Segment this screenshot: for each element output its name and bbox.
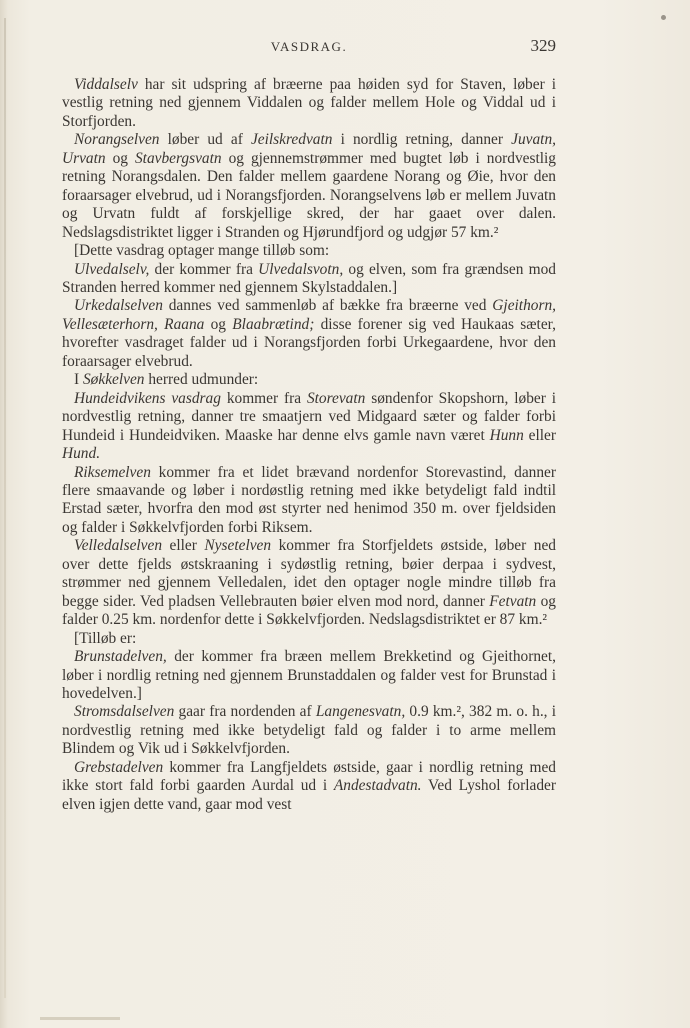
italic-term: Hunn [489,426,524,444]
italic-term: Søkkelven [82,371,145,389]
text-run: har sit udspring af bræerne paa høiden syd for Staven, løber i vestlig retning ned gjennem Viddalen og falder mellem Hole og Viddal ud i Storfjorden. [62,76,556,130]
text-run: [Dette vasdrag optager mange tilløb som: [74,242,330,260]
italic-term: Brunstadelven, [74,648,167,666]
text-run: I [74,371,83,389]
text-run: og [105,149,135,167]
italic-term: Fetvatn [489,592,537,610]
running-title: VASDRAG. [270,39,348,54]
italic-term: Juvatn, Urvatn [62,131,556,167]
paragraph [62,242,556,260]
paragraph [62,464,556,538]
page-header [62,36,556,58]
body-text [62,76,556,814]
italic-term: Nysetelven [204,537,272,555]
italic-term: Stavbergsvatn [134,149,222,167]
text-run: disse forener sig ved Haukaas sæter, hvorefter vasdraget falder ud i Norangsfjorden forbi Urkegaardene, hvor den foraarsager elvebrud. [62,315,557,370]
speck [661,15,666,20]
text-run: i nordlig retning, danner [332,131,512,149]
italic-term: Andestadvatn. [333,777,422,795]
italic-term: Ulvedalsvotn, [258,260,344,278]
paragraph [62,648,556,703]
text-run: og gjennemstrømmer med bugtet løb i nordvestlig retning Norangsdalen. Den falder mellem gaardene Norang og Øie, hvor den foraarsager elvebrud, ud i Norangsfjorden. Norangselvens løb er mellem Juvatn og Urvatn fuldt af forskjellige skred, der har gaaet over dalen. Nedslagsdistriktet ligger i Stranden og Hjørundfjord og udgjør 57 km.² [62,149,556,241]
page-number: 329 [530,36,556,55]
page-smudge [40,1017,120,1020]
text-run: der kommer fra [149,260,259,278]
paragraph [62,390,556,464]
text-run: kommer fra Storfjeldets østside, løber ned over dette fjelds østskraaning i sydøstlig retning, bøier derpaa i sydvest, strømmer ned gjennem Velledalen, idet den optager nogle mindre tilløb fra begge sider. Ved pladsen Vellebrauten bøier elven mod nord, danner [62,537,556,610]
italic-term: Norangselven [74,131,160,149]
text-run: eller [523,426,557,444]
text-run: løber ud af [159,131,251,149]
text-run: eller [162,537,205,555]
italic-term: Hundeidvikens vasdrag [74,389,221,407]
text-run: kommer fra [220,389,307,407]
paragraph [62,703,556,758]
italic-term: Gjeithorn, Vellesæterhorn, Raana [62,297,556,333]
text-run: søndenfor Skopshorn, løber i nordvestlig retning, danner tre smaatjern ved Midgaard sæter og falder forbi Hundeid i Hundeidviken. Maaske har denne elvs gamle navn været [62,389,556,444]
paragraph [62,371,556,389]
text-run: kommer fra Langfjeldets østside, gaar i nordlig retning med ikke stort fald forbi gaarden Aurdal ud i [62,758,556,795]
text-run: herred udmunder: [144,371,259,389]
italic-term: Grebstadelven [74,758,164,776]
italic-term: Velledalselven [74,537,163,555]
italic-term: Jeilskredvatn [250,131,333,149]
paragraph [62,537,556,629]
text-run: 0.9 km.², 382 m. o. h., i nordvestlig retning med ikke betydeligt fald og falder i to arme mellem Blindem og Vik ud i Søkkelvfjorden. [62,703,557,758]
text-run: og falder 0.25 km. nordenfor dette i Søkkelvfjorden. Nedslagsdistriktet er 87 km.² [62,592,556,629]
text-run: dannes ved sammenløb af bække fra bræerne ved [162,297,493,315]
text-run: og [204,315,233,333]
paragraph [62,759,556,814]
text-run: Ved Lyshol forlader elven igjen dette vand, gaar mod vest [62,777,556,813]
italic-term: Storevatn [306,389,366,407]
paragraph [62,261,556,298]
text-run: kommer fra et lidet brævand nordenfor Storevastind, danner flere smaavande og løber i nordøstlig retning med ikke betydeligt fald indtil Erstad sæter, hvorfra den mod øst styrter ned henimod 350 m. over fjeldsiden og falder i Søkkelvfjorden forbi Riksem. [62,463,556,536]
paragraph [62,297,556,371]
italic-term: Hund. [62,445,101,463]
text-run: og elven, som fra grændsen mod Stranden herred kommer ned gjennem Skylstaddalen.] [62,260,556,296]
italic-term: Riksemelven [74,463,151,481]
paragraph [62,630,556,648]
italic-term: Viddalselv [74,76,138,93]
italic-term: Blaabrætind; [232,315,315,333]
text-run: [Tilløb er: [74,629,137,647]
text-run: gaar fra nordenden af [174,703,316,721]
italic-term: Ulvedalselv, [74,260,150,278]
italic-term: Stromsdalselven [74,703,175,721]
paragraph [62,131,556,242]
paragraph [62,76,556,131]
binding-edge [4,18,6,998]
text-run: der kommer fra bræen mellem Brekketind og Gjeithornet, løber i nordlig retning ned gjennem Brunstaddalen og falder vest for Brunstad i hovedelven.] [62,648,556,702]
italic-term: Langenesvatn, [315,703,406,721]
italic-term: Urkedalselven [74,297,163,315]
